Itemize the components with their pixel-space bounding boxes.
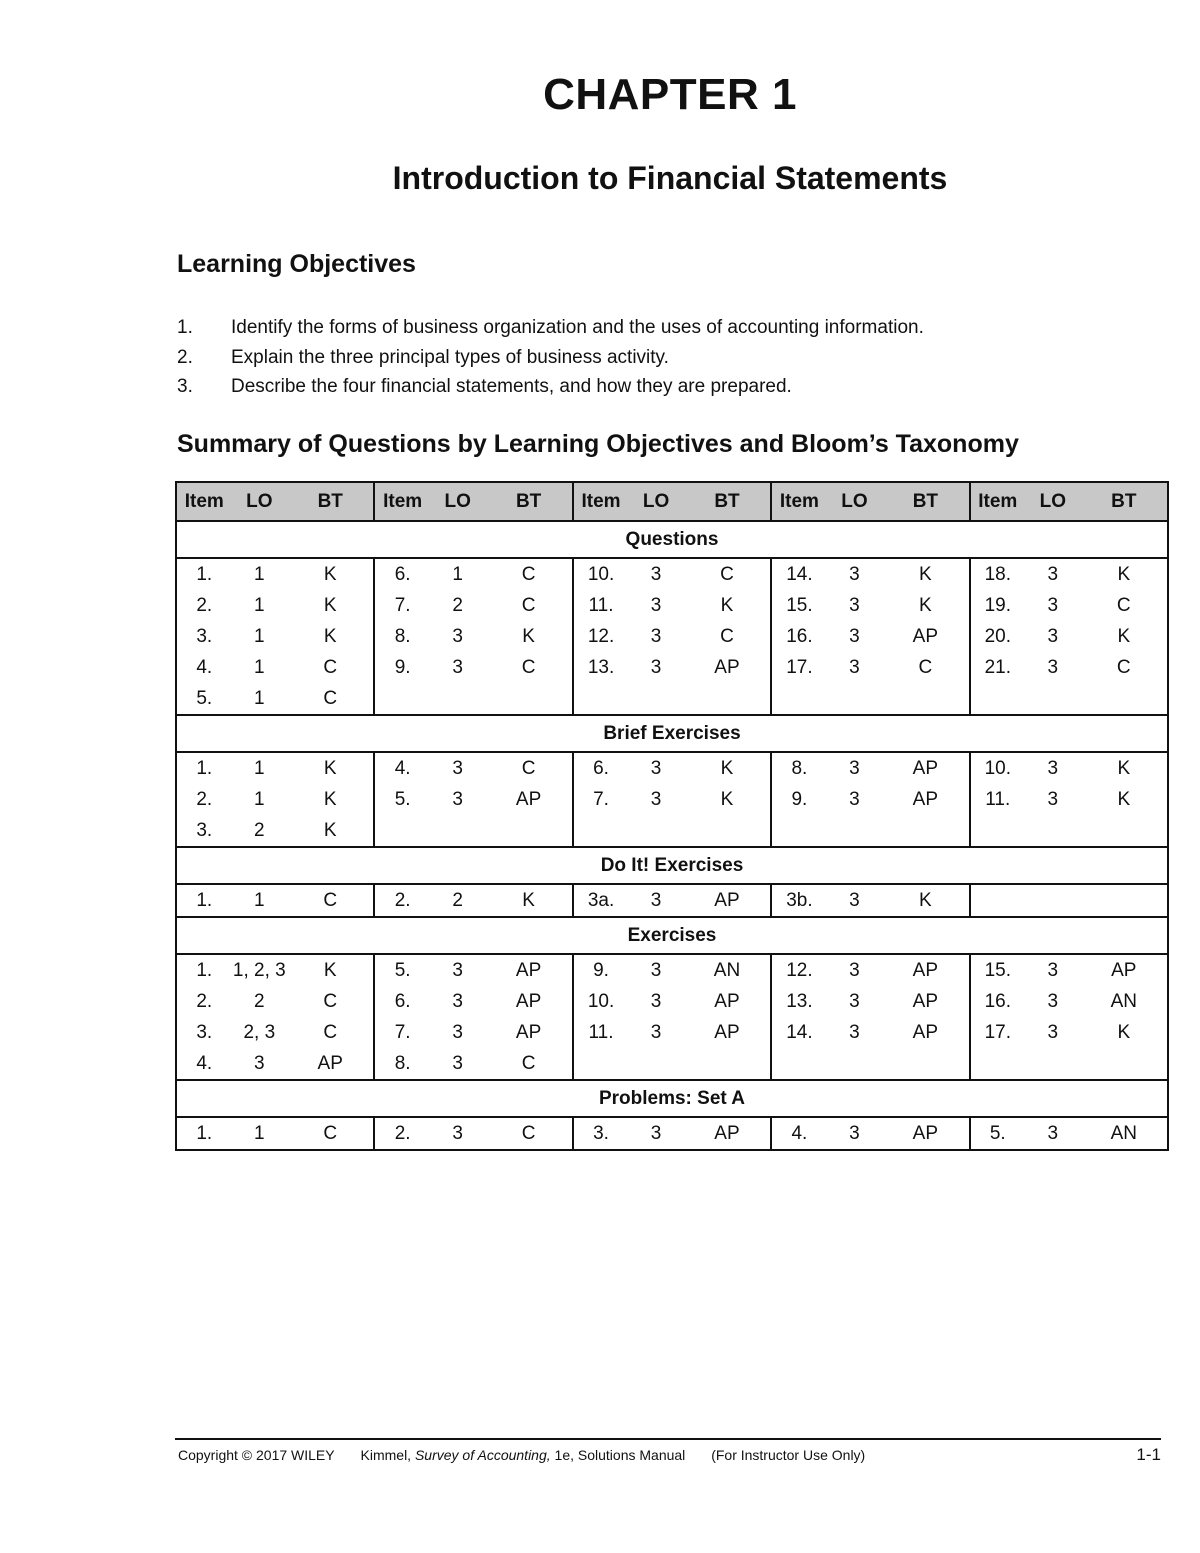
cell-item: 17. [970, 1017, 1026, 1048]
cell-bt: K [882, 590, 969, 621]
cell-item: 13. [771, 986, 827, 1017]
cell-lo: 1 [452, 564, 463, 585]
objective-item: 2. Explain the three principal types of business activity. [177, 346, 669, 368]
cell-bt [684, 815, 771, 847]
cell-bt [882, 1048, 969, 1080]
cell-bt: AP [684, 986, 771, 1017]
cell-lo: 3 [650, 595, 662, 616]
footer-source: Kimmel, Survey of Accounting, 1e, Solutions Manual [360, 1447, 686, 1463]
cell-item: 7. [573, 784, 629, 815]
cell-lo: 3 [849, 1022, 860, 1043]
cell-lo: 2 [232, 815, 288, 847]
cell-bt: C [287, 652, 374, 683]
cell-item: 19. [970, 590, 1026, 621]
section-title: Do It! Exercises [176, 847, 1168, 884]
cell-item: 5. [970, 1117, 1026, 1150]
cell-lo: 1, 2, 3 [232, 960, 286, 981]
column-header-lo: LO [628, 482, 684, 521]
cell-bt: K [882, 884, 969, 917]
cell-item: 15. [970, 954, 1026, 986]
cell-item: 9. [374, 652, 430, 683]
column-header-lo: LO [430, 482, 486, 521]
table-header-row [176, 482, 1168, 521]
cell-bt: K [1081, 1017, 1168, 1048]
cell-bt: AP [882, 621, 969, 652]
cell-bt [684, 1048, 771, 1080]
table-row [176, 986, 1168, 1017]
cell-item: 11. [970, 784, 1026, 815]
cell-lo: 3 [849, 789, 860, 810]
column-header-bt: BT [684, 482, 771, 521]
cell-item: 14. [771, 558, 827, 590]
footer-note: (For Instructor Use Only) [711, 1447, 866, 1463]
cell-bt [485, 683, 572, 715]
cell-lo: 3 [650, 657, 662, 678]
cell-bt: K [684, 590, 771, 621]
cell-bt: K [287, 954, 374, 986]
cell-item: 12. [771, 954, 827, 986]
cell-lo: 1 [232, 1117, 288, 1150]
cell-bt: K [684, 752, 771, 784]
chapter-heading: CHAPTER 1 [543, 70, 797, 119]
cell-bt: K [1081, 558, 1168, 590]
cell-item: 2. [374, 884, 430, 917]
cell-lo: 3 [849, 991, 860, 1012]
cell-lo: 1 [254, 657, 265, 678]
cell-lo: 3 [849, 960, 860, 981]
cell-lo: 3 [650, 960, 662, 981]
cell-lo: 3 [1047, 1022, 1059, 1043]
cell-item: 3. [176, 621, 232, 652]
cell-bt: K [1081, 621, 1168, 652]
cell-lo: 3 [1047, 991, 1059, 1012]
cell-lo [1025, 815, 1081, 847]
summary-table [175, 481, 1169, 1151]
cell-item [970, 1048, 1026, 1080]
cell-bt [1081, 884, 1168, 917]
cell-lo: 1 [232, 884, 288, 917]
cell-item: 4. [176, 1048, 232, 1080]
cell-lo: 3 [849, 595, 860, 616]
cell-lo [628, 815, 684, 847]
cell-bt [684, 683, 771, 715]
cell-item: 2. [176, 986, 232, 1017]
cell-lo: 1 [232, 683, 288, 715]
cell-bt: K [882, 558, 969, 590]
footer-copyright: Copyright © 2017 WILEY [178, 1447, 335, 1463]
learning-objectives-list [177, 313, 924, 402]
cell-item [970, 683, 1026, 715]
cell-bt [1081, 683, 1168, 715]
page-number: 1-1 [1136, 1445, 1161, 1464]
column-header-bt: BT [287, 482, 374, 521]
section-header-row [176, 847, 1168, 884]
cell-lo: 3 [849, 657, 860, 678]
cell-item: 14. [771, 1017, 827, 1048]
table-row [176, 652, 1168, 683]
cell-item [970, 884, 1026, 917]
cell-lo: 1 [254, 789, 265, 810]
cell-lo: 3 [650, 789, 662, 810]
cell-lo: 3 [1047, 595, 1059, 616]
cell-item: 7. [374, 590, 430, 621]
cell-bt: AP [882, 954, 969, 986]
cell-item [374, 815, 430, 847]
cell-item: 9. [771, 784, 827, 815]
cell-item: 1. [176, 884, 232, 917]
cell-lo: 3 [452, 1022, 463, 1043]
cell-lo: 3 [452, 758, 463, 779]
cell-bt: C [287, 1017, 374, 1048]
cell-lo: 3 [232, 1048, 288, 1080]
cell-bt: K [287, 590, 374, 621]
cell-bt: AP [485, 1017, 572, 1048]
cell-item: 16. [970, 986, 1026, 1017]
cell-lo: 3 [452, 991, 463, 1012]
section-header-row [176, 1080, 1168, 1117]
table-row [176, 621, 1168, 652]
section-title: Brief Exercises [176, 715, 1168, 752]
cell-lo [430, 815, 486, 847]
cell-lo [1025, 683, 1081, 715]
cell-bt: AP [882, 1117, 969, 1150]
table-row [176, 784, 1168, 815]
page-footer [178, 1447, 1161, 1463]
section-title: Problems: Set A [176, 1080, 1168, 1117]
cell-lo: 3 [1047, 758, 1059, 779]
cell-item: 3. [176, 1017, 232, 1048]
cell-bt [882, 683, 969, 715]
cell-bt: AP [485, 784, 572, 815]
cell-item: 3. [176, 815, 232, 847]
cell-lo: 1 [254, 626, 265, 647]
cell-lo [827, 683, 883, 715]
cell-item: 16. [771, 621, 827, 652]
column-header-item: Item [176, 482, 232, 521]
table-row [176, 590, 1168, 621]
cell-bt: AP [684, 652, 771, 683]
cell-lo: 3 [1025, 1117, 1081, 1150]
cell-item: 3a. [573, 884, 629, 917]
cell-bt [1081, 1048, 1168, 1080]
cell-lo: 3 [650, 1022, 662, 1043]
cell-item: 4. [771, 1117, 827, 1150]
cell-lo: 1 [254, 758, 265, 779]
cell-item [374, 683, 430, 715]
summary-heading: Summary of Questions by Learning Objectives and Bloom’s Taxonomy [177, 430, 1019, 458]
cell-bt: AP [684, 884, 771, 917]
cell-lo: 1 [254, 595, 265, 616]
cell-bt: AP [882, 752, 969, 784]
cell-lo: 2 [430, 884, 486, 917]
cell-item: 4. [176, 652, 232, 683]
cell-lo [628, 683, 684, 715]
cell-item: 1. [176, 954, 232, 986]
cell-lo: 3 [849, 564, 860, 585]
cell-lo: 1 [254, 564, 265, 585]
cell-lo: 3 [650, 626, 662, 647]
cell-lo [1025, 884, 1081, 917]
column-header-item: Item [573, 482, 629, 521]
cell-lo [827, 815, 883, 847]
cell-bt: AP [1081, 954, 1168, 986]
cell-item: 1. [176, 1117, 232, 1150]
cell-bt: AP [882, 784, 969, 815]
cell-item [771, 683, 827, 715]
cell-bt: C [485, 590, 572, 621]
cell-lo: 2 [452, 595, 463, 616]
cell-bt: C [287, 884, 374, 917]
cell-item: 10. [573, 986, 629, 1017]
cell-lo: 3 [827, 884, 883, 917]
cell-lo: 3 [628, 1117, 684, 1150]
cell-item [771, 1048, 827, 1080]
cell-lo: 3 [827, 1117, 883, 1150]
cell-lo: 3 [650, 758, 662, 779]
cell-item: 7. [374, 1017, 430, 1048]
column-header-lo: LO [232, 482, 288, 521]
table-row [176, 815, 1168, 847]
cell-item: 5. [374, 954, 430, 986]
column-header-bt: BT [882, 482, 969, 521]
cell-bt: K [1081, 752, 1168, 784]
chapter-title: Introduction to Financial Statements [392, 160, 948, 196]
cell-item: 3b. [771, 884, 827, 917]
cell-lo: 3 [849, 626, 860, 647]
cell-bt: K [485, 621, 572, 652]
cell-bt: C [287, 1117, 374, 1150]
cell-item [573, 683, 629, 715]
column-header-lo: LO [827, 482, 883, 521]
cell-item: 10. [970, 752, 1026, 784]
cell-bt: C [485, 1048, 572, 1080]
cell-bt: C [287, 683, 374, 715]
cell-bt: C [1081, 652, 1168, 683]
cell-lo [628, 1048, 684, 1080]
cell-bt: K [485, 884, 572, 917]
cell-lo: 3 [849, 758, 860, 779]
cell-lo: 3 [628, 884, 684, 917]
cell-bt: C [485, 1117, 572, 1150]
footer-book-title: Survey of Accounting, [414, 1447, 551, 1463]
table-row [176, 1117, 1168, 1150]
cell-bt: AP [485, 954, 572, 986]
cell-item: 11. [573, 1017, 629, 1048]
cell-item: 1. [176, 558, 232, 590]
cell-item [573, 1048, 629, 1080]
cell-bt: C [485, 752, 572, 784]
column-header-item: Item [771, 482, 827, 521]
cell-lo [827, 1048, 883, 1080]
cell-bt: AP [882, 986, 969, 1017]
table-row [176, 884, 1168, 917]
section-header-row [176, 715, 1168, 752]
cell-bt: C [684, 558, 771, 590]
cell-item: 10. [573, 558, 629, 590]
section-header-row [176, 917, 1168, 954]
cell-bt: AP [485, 986, 572, 1017]
cell-bt: K [287, 815, 374, 847]
cell-bt: AN [684, 954, 771, 986]
section-header-row [176, 521, 1168, 558]
cell-bt: C [485, 652, 572, 683]
cell-item: 8. [771, 752, 827, 784]
cell-item: 17. [771, 652, 827, 683]
cell-lo: 3 [650, 991, 662, 1012]
cell-item [970, 815, 1026, 847]
column-header-bt: BT [1081, 482, 1168, 521]
cell-lo: 2, 3 [243, 1022, 276, 1043]
cell-item: 21. [970, 652, 1026, 683]
table-row [176, 752, 1168, 784]
learning-objectives-heading: Learning Objectives [177, 250, 416, 278]
cell-lo: 3 [452, 657, 463, 678]
cell-item: 6. [374, 986, 430, 1017]
cell-lo [430, 683, 486, 715]
cell-lo: 3 [452, 626, 463, 647]
cell-lo: 3 [452, 789, 463, 810]
cell-item: 15. [771, 590, 827, 621]
cell-item [771, 815, 827, 847]
cell-lo: 3 [1047, 564, 1059, 585]
cell-lo: 3 [430, 1048, 486, 1080]
cell-lo: 3 [1047, 657, 1059, 678]
cell-bt: C [684, 621, 771, 652]
cell-lo: 3 [1047, 960, 1059, 981]
cell-lo: 3 [452, 960, 463, 981]
cell-item: 4. [374, 752, 430, 784]
cell-bt: AN [1081, 1117, 1168, 1150]
footer-rule [175, 1438, 1161, 1440]
cell-item: 1. [176, 752, 232, 784]
cell-item: 5. [176, 683, 232, 715]
cell-item: 8. [374, 1048, 430, 1080]
objective-item: 3. Describe the four financial statements, and how they are prepared. [177, 376, 792, 397]
column-header-item: Item [970, 482, 1026, 521]
cell-item: 18. [970, 558, 1026, 590]
cell-item: 11. [573, 590, 629, 621]
section-title: Questions [176, 521, 1168, 558]
objective-item: 1. Identify the forms of business organization and the uses of accounting information. [177, 317, 924, 338]
cell-lo: 2 [254, 991, 265, 1012]
cell-item: 5. [374, 784, 430, 815]
table-row [176, 1048, 1168, 1080]
cell-bt: C [287, 986, 374, 1017]
cell-bt: K [287, 558, 374, 590]
cell-item: 2. [176, 784, 232, 815]
cell-bt: C [1081, 590, 1168, 621]
column-header-lo: LO [1025, 482, 1081, 521]
cell-item: 3. [573, 1117, 629, 1150]
cell-bt [882, 815, 969, 847]
cell-item: 2. [374, 1117, 430, 1150]
cell-lo: 3 [650, 564, 662, 585]
cell-bt: K [287, 752, 374, 784]
cell-bt: K [287, 621, 374, 652]
cell-lo: 3 [430, 1117, 486, 1150]
cell-item: 6. [573, 752, 629, 784]
cell-lo [1025, 1048, 1081, 1080]
cell-bt: AP [684, 1117, 771, 1150]
table-row [176, 558, 1168, 590]
cell-item: 12. [573, 621, 629, 652]
cell-item: 13. [573, 652, 629, 683]
cell-bt: K [684, 784, 771, 815]
cell-bt [1081, 815, 1168, 847]
column-header-bt: BT [485, 482, 572, 521]
section-title: Exercises [176, 917, 1168, 954]
cell-bt: AP [287, 1048, 374, 1080]
cell-item: 6. [374, 558, 430, 590]
cell-lo: 3 [1047, 789, 1059, 810]
cell-bt: AN [1081, 986, 1168, 1017]
cell-item: 9. [573, 954, 629, 986]
cell-bt [485, 815, 572, 847]
cell-bt: K [287, 784, 374, 815]
cell-item: 2. [176, 590, 232, 621]
cell-item [573, 815, 629, 847]
cell-bt: C [882, 652, 969, 683]
cell-item: 8. [374, 621, 430, 652]
cell-lo: 3 [1047, 626, 1059, 647]
cell-bt: K [1081, 784, 1168, 815]
table-row [176, 683, 1168, 715]
cell-bt: C [485, 558, 572, 590]
table-row [176, 1017, 1168, 1048]
cell-bt: AP [882, 1017, 969, 1048]
cell-bt: AP [684, 1017, 771, 1048]
table-row [176, 954, 1168, 986]
column-header-item: Item [374, 482, 430, 521]
cell-item: 20. [970, 621, 1026, 652]
